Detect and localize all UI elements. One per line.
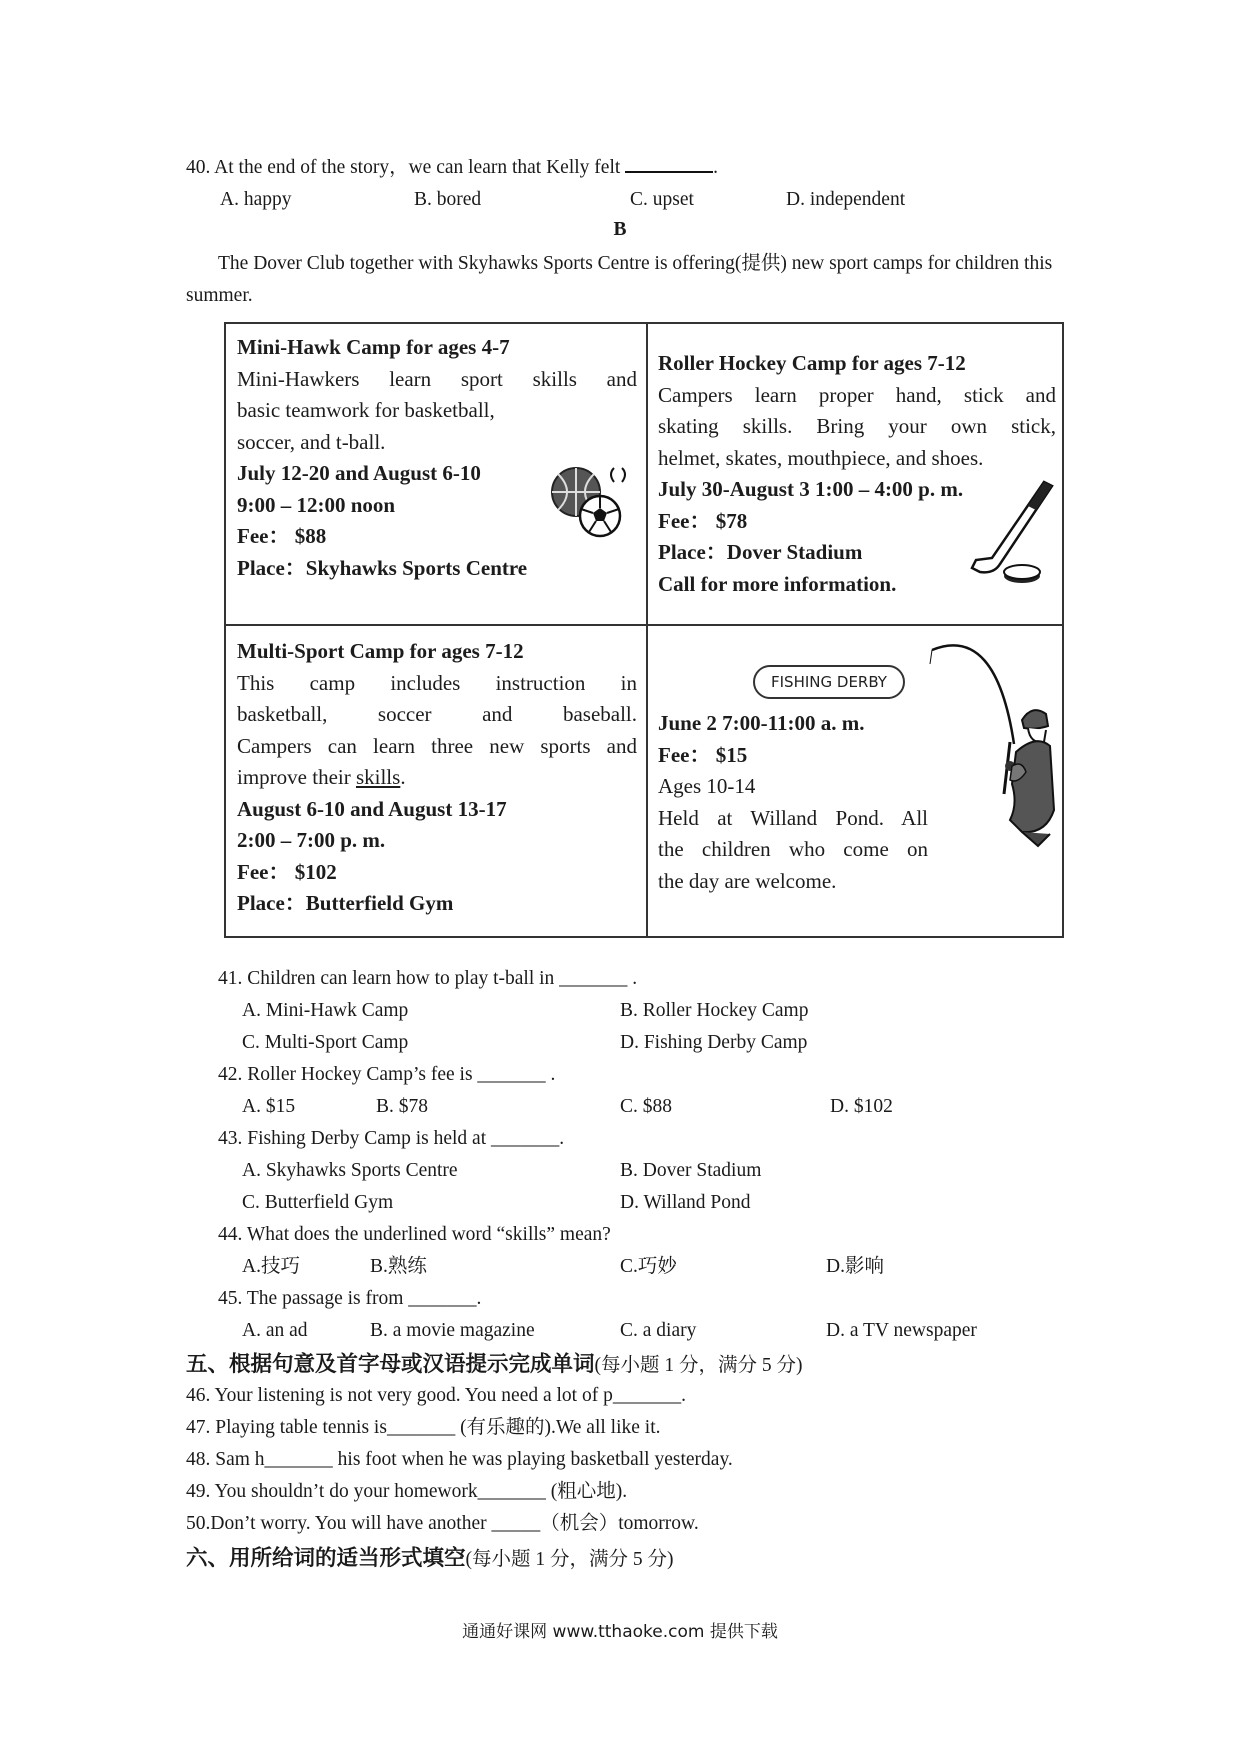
- section-6-heading: [186, 1541, 674, 1572]
- hockey-stick-icon: [966, 480, 1056, 590]
- q40-line: [186, 153, 718, 181]
- section-5-heading: [186, 1347, 803, 1378]
- roller-hockey-title: Roller Hockey Camp for ages 7-12: [658, 351, 966, 375]
- q44-option-d[interactable]: D.影响: [826, 1256, 884, 1277]
- table-horizontal-divider: [226, 624, 1062, 626]
- q43-option-b[interactable]: B. Dover Stadium: [620, 1160, 762, 1181]
- fishing-derby-badge-text: FISHING DERBY: [771, 673, 887, 691]
- q44-option-b[interactable]: B.熟练: [370, 1256, 427, 1277]
- q42-option-b[interactable]: B. $78: [376, 1096, 429, 1117]
- q46-item: 46. Your listening is not very good. You need a lot of p_______.: [186, 1385, 686, 1406]
- q45-option-d[interactable]: D. a TV newspaper: [826, 1320, 977, 1341]
- roller-hockey-fee: Fee： $78: [658, 508, 748, 533]
- mini-hawk-time: 9:00 – 12:00 noon: [237, 492, 396, 517]
- roller-hockey-note: Call for more information.: [658, 571, 897, 596]
- multi-sport-title: Multi-Sport Camp for ages 7-12: [237, 639, 524, 663]
- q45-option-b[interactable]: B. a movie magazine: [370, 1320, 535, 1341]
- section-5-title: 五、根据句意及首字母或汉语提示完成单词: [186, 1352, 595, 1377]
- q41-option-c[interactable]: C. Multi-Sport Camp: [242, 1032, 409, 1053]
- mini-hawk-desc-line-1: Mini-Hawkers learn sport skills and: [237, 366, 637, 391]
- multi-sport-desc-post: .: [400, 765, 406, 789]
- q49-item: 49. You shouldn’t do your homework_______ (粗心地).: [186, 1481, 628, 1502]
- roller-hockey-desc-line-1: Campers learn proper hand, stick and: [658, 382, 1056, 407]
- fishing-desc-line-2: the children who come on: [658, 837, 928, 861]
- q40-tail: .: [713, 157, 719, 178]
- fishing-dates: June 2 7:00-11:00 a. m.: [658, 711, 865, 735]
- multi-sport-desc-line-2: basketball, soccer and baseball.: [237, 702, 637, 726]
- multi-sport-camp-cell: [237, 636, 637, 920]
- q45-option-a[interactable]: A. an ad: [242, 1320, 308, 1341]
- fishing-derby-cell: [658, 708, 928, 897]
- q42-stem: 42. Roller Hockey Camp’s fee is _______ .: [218, 1064, 556, 1085]
- q41-option-b[interactable]: B. Roller Hockey Camp: [620, 1000, 809, 1021]
- multi-sport-place: Place：Butterfield Gym: [237, 891, 454, 915]
- q43-option-a[interactable]: A. Skyhawks Sports Centre: [242, 1160, 458, 1181]
- q40-option-c[interactable]: C. upset: [630, 189, 694, 210]
- roller-hockey-desc-line-2: skating skills. Bring your own stick,: [658, 414, 1056, 438]
- q40-stem: 40. At the end of the story，we can learn that Kelly felt: [186, 157, 621, 178]
- section-5-note: (每小题 1 分，满分 5 分): [594, 1355, 803, 1376]
- q43-stem: 43. Fishing Derby Camp is held at _______.: [218, 1128, 565, 1149]
- camp-table: [224, 322, 1064, 938]
- q42-option-a[interactable]: A. $15: [242, 1096, 296, 1117]
- fishing-ages: Ages 10-14: [658, 774, 756, 798]
- q48-item: 48. Sam h_______ his foot when he was playing basketball yesterday.: [186, 1449, 733, 1470]
- intro-paragraph: The Dover Club together with Skyhawks Sports Centre is offering(提供) new sport camps for children this summer.: [186, 253, 1053, 306]
- q41-stem: 41. Children can learn how to play t-ball in _______ .: [218, 968, 638, 989]
- q42-option-c[interactable]: C. $88: [620, 1096, 673, 1117]
- multi-sport-desc-line-4: [237, 762, 637, 794]
- q43-option-c[interactable]: C. Butterfield Gym: [242, 1192, 394, 1213]
- multi-sport-time: 2:00 – 7:00 p. m.: [237, 828, 386, 852]
- multi-sport-fee: Fee： $102: [237, 859, 337, 884]
- mini-hawk-dates: July 12-20 and August 6-10: [237, 461, 481, 485]
- mini-hawk-camp-cell: [237, 332, 637, 584]
- fishing-fee: Fee： $15: [658, 742, 748, 767]
- roller-hockey-place: Place：Dover Stadium: [658, 540, 863, 564]
- q40-option-a[interactable]: A. happy: [220, 189, 292, 210]
- multi-sport-desc-line-1: This camp includes instruction in: [237, 670, 637, 695]
- q45-option-c[interactable]: C. a diary: [620, 1320, 697, 1341]
- fishing-derby-badge: [753, 665, 905, 699]
- q44-option-a[interactable]: A.技巧: [242, 1256, 300, 1277]
- page-footer: 通通好课网 www.tthaoke.com 提供下载: [462, 1622, 778, 1642]
- mini-hawk-desc-line-2: basic teamwork for basketball,: [237, 398, 495, 422]
- q45-stem: 45. The passage is from _______.: [218, 1288, 482, 1309]
- q40-blank[interactable]: [625, 153, 713, 173]
- q50-item: 50.Don’t worry. You will have another _____（机会）tomorrow.: [186, 1513, 699, 1534]
- underlined-word-skills: skills: [355, 765, 401, 789]
- roller-hockey-desc-line-3: helmet, skates, mouthpiece, and shoes.: [658, 445, 984, 470]
- table-vertical-divider: [646, 324, 648, 936]
- mini-hawk-desc-line-3: soccer, and t-ball.: [237, 429, 386, 454]
- mini-hawk-fee: Fee： $88: [237, 524, 327, 548]
- multi-sport-desc-line-3: Campers can learn three new sports and: [237, 733, 637, 758]
- mini-hawk-title: Mini-Hawk Camp for ages 4-7: [237, 335, 510, 359]
- fisherman-icon: [926, 634, 1056, 854]
- mini-hawk-place: Place：Skyhawks Sports Centre: [237, 555, 528, 580]
- q40-option-d[interactable]: D. independent: [786, 189, 906, 210]
- section-6-title: 六、用所给词的适当形式填空: [186, 1546, 466, 1571]
- q44-stem: 44. What does the underlined word “skills” mean?: [218, 1224, 611, 1245]
- q41-option-d[interactable]: D. Fishing Derby Camp: [620, 1032, 808, 1053]
- section-label: B: [613, 219, 627, 240]
- q47-item: 47. Playing table tennis is_______ (有乐趣的).We all like it.: [186, 1417, 661, 1438]
- multi-sport-desc-pre: improve their: [237, 765, 356, 789]
- q41-option-a[interactable]: A. Mini-Hawk Camp: [242, 1000, 409, 1021]
- q40-option-b[interactable]: B. bored: [414, 189, 482, 210]
- fishing-desc-line-1: Held at Willand Pond. All: [658, 805, 928, 830]
- basketball-soccer-icon: [548, 460, 628, 540]
- section-6-note: (每小题 1 分，满分 5 分): [465, 1549, 674, 1570]
- fishing-desc-line-3: the day are welcome.: [658, 868, 837, 893]
- q42-option-d[interactable]: D. $102: [830, 1096, 893, 1117]
- q43-option-d[interactable]: D. Willand Pond: [620, 1192, 751, 1213]
- multi-sport-dates: August 6-10 and August 13-17: [237, 796, 507, 821]
- roller-hockey-dates: July 30-August 3 1:00 – 4:00 p. m.: [658, 477, 964, 501]
- q44-option-c[interactable]: C.巧妙: [620, 1256, 677, 1277]
